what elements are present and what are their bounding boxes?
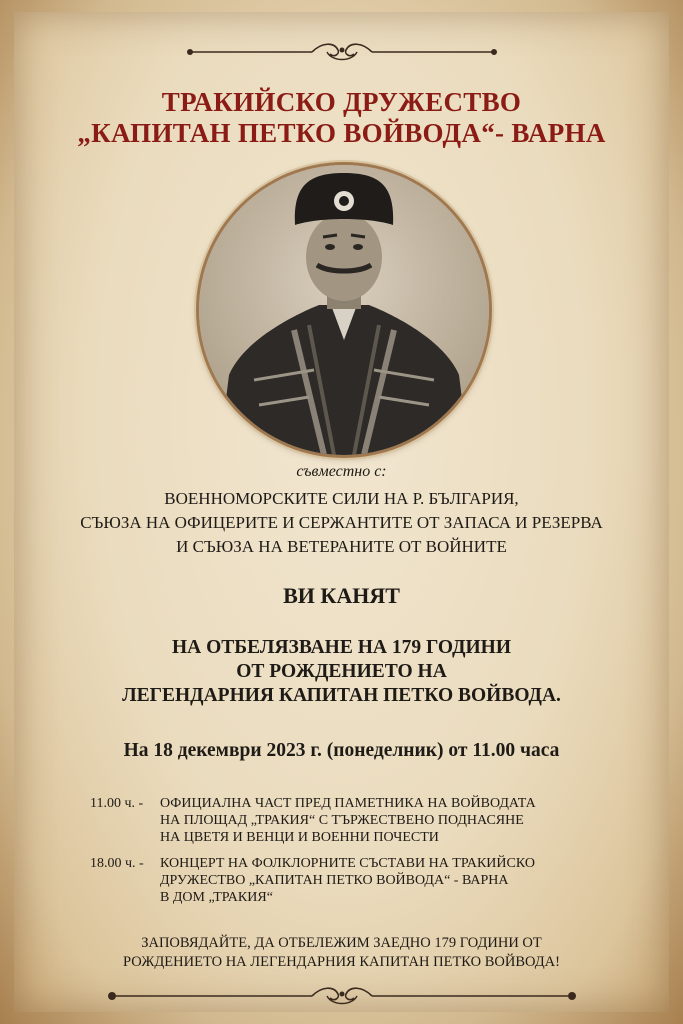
event-date: На 18 декември 2023 г. (понеделник) от 11.00 часа — [123, 740, 560, 761]
closing-line-2: РОЖДЕНИЕТО НА ЛЕГЕНДАРНИЯ КАПИТАН ПЕТКО ВОЙВОДА! — [123, 954, 560, 970]
title-line-1: ТРАКИЙСКО ДРУЖЕСТВО — [161, 87, 522, 117]
program-item-1-line-1: ОФИЦИАЛНА ЧАСТ ПРЕД ПАМЕТНИКА НА ВОЙВОДАТА — [160, 796, 536, 811]
invite-heading: ВИ КАНЯТ — [283, 583, 400, 608]
title-line-2: „КАПИТАН ПЕТКО ВОЙВОДА“- ВАРНА — [77, 118, 606, 148]
organization-line-3: И СЪЮЗА НА ВЕТЕРАНИТЕ ОТ ВОЙНИТЕ — [176, 537, 507, 556]
bottom-ornament-divider — [0, 984, 683, 1008]
program-item-1-line-2: НА ПЛОЩАД „ТРАКИЯ“ С ТЪРЖЕСТВЕНО ПОДНАСЯНЕ — [160, 813, 524, 828]
program-time-2: 18.00 ч. - — [90, 856, 144, 871]
organization-line-2: СЪЮЗА НА ОФИЦЕРИТЕ И СЕРЖАНТИТЕ ОТ ЗАПАСА И РЕЗЕРВА — [80, 513, 603, 532]
program-item-2-line-2: ДРУЖЕСТВО „КАПИТАН ПЕТКО ВОЙВОДА“ - ВАРНА — [160, 873, 509, 888]
organization-line-1: ВОЕННОМОРСКИТЕ СИЛИ НА Р. БЪЛГАРИЯ, — [164, 489, 519, 508]
occasion-line-1: НА ОТБЕЛЯЗВАНЕ НА 179 ГОДИНИ — [171, 637, 512, 658]
program-time-1: 11.00 ч. - — [90, 796, 144, 811]
occasion-line-3: ЛЕГЕНДАРНИЯ КАПИТАН ПЕТКО ВОЙВОДА. — [122, 685, 561, 706]
program-item-1-line-3: НА ЦВЕТЯ И ВЕНЦИ И ВОЕННИ ПОЧЕСТИ — [160, 830, 439, 845]
portrait-photo — [199, 165, 489, 455]
closing-line-1: ЗАПОВЯДАЙТЕ, ДА ОТБЕЛЕЖИМ ЗАЕДНО 179 ГОДИНИ ОТ — [141, 935, 542, 951]
together-with-label: съвместно с: — [296, 463, 387, 480]
occasion-line-2: ОТ РОЖДЕНИЕТО НА — [236, 661, 447, 682]
program-item-2-line-1: КОНЦЕРТ НА ФОЛКЛОРНИТЕ СЪСТАВИ НА ТРАКИЙСКО — [160, 856, 535, 871]
top-ornament-divider — [0, 40, 683, 64]
program-item-2-line-3: В ДОМ „ТРАКИЯ“ — [160, 890, 273, 905]
